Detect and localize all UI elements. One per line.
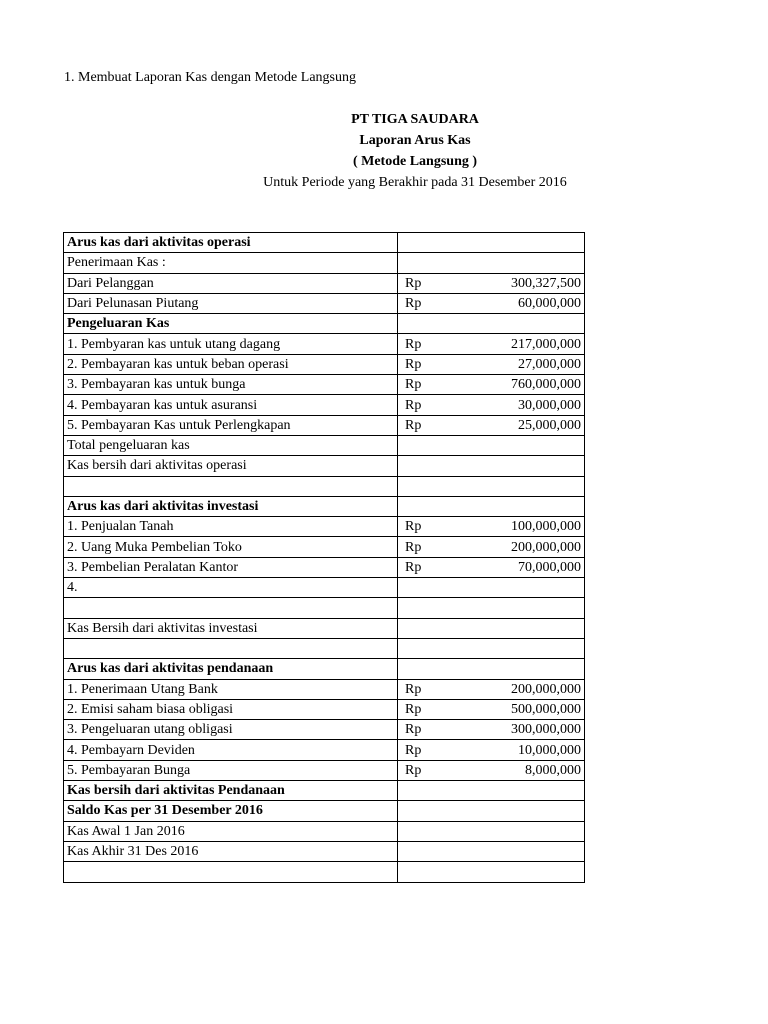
row-label: Penerimaan Kas : — [64, 253, 398, 273]
currency-label: Rp — [405, 519, 422, 535]
table-row — [64, 740, 585, 760]
row-amount — [398, 314, 585, 334]
amount-value: 760,000,000 — [511, 377, 581, 393]
row-amount — [398, 720, 585, 740]
table-row — [64, 760, 585, 780]
table-row — [64, 781, 585, 801]
table-row — [64, 476, 585, 496]
row-amount — [398, 841, 585, 861]
table-row — [64, 841, 585, 861]
table-row — [64, 618, 585, 638]
row-amount — [398, 334, 585, 354]
table-row — [64, 354, 585, 374]
amount-value: 300,327,500 — [511, 275, 581, 291]
row-label: Saldo Kas per 31 Desember 2016 — [64, 801, 398, 821]
row-label: Pengeluaran Kas — [64, 314, 398, 334]
row-amount — [398, 618, 585, 638]
table-row — [64, 415, 585, 435]
row-amount — [398, 435, 585, 455]
table-row — [64, 801, 585, 821]
amount-value: 217,000,000 — [511, 336, 581, 352]
table-row — [64, 720, 585, 740]
amount-value: 30,000,000 — [518, 397, 581, 413]
row-amount — [398, 760, 585, 780]
row-amount — [398, 781, 585, 801]
currency-label: Rp — [405, 681, 422, 697]
row-amount — [398, 476, 585, 496]
row-label: 4. Pembayarn Deviden — [64, 740, 398, 760]
row-label — [64, 638, 398, 658]
currency-label: Rp — [405, 377, 422, 393]
currency-label: Rp — [405, 356, 422, 372]
row-amount — [398, 293, 585, 313]
row-label — [64, 476, 398, 496]
row-amount — [398, 456, 585, 476]
currency-label: Rp — [405, 296, 422, 312]
row-label: Kas Bersih dari aktivitas investasi — [64, 618, 398, 638]
row-amount — [398, 862, 585, 882]
row-amount — [398, 638, 585, 658]
report-method: ( Metode Langsung ) — [352, 154, 478, 169]
table-row — [64, 375, 585, 395]
row-amount — [398, 659, 585, 679]
table-row — [64, 638, 585, 658]
row-label: Kas bersih dari aktivitas operasi — [64, 456, 398, 476]
row-label: 5. Pembayaran Bunga — [64, 760, 398, 780]
currency-label: Rp — [405, 275, 422, 291]
table-row — [64, 456, 585, 476]
row-label — [64, 862, 398, 882]
table-row — [64, 334, 585, 354]
row-label: Dari Pelunasan Piutang — [64, 293, 398, 313]
row-label: Kas Awal 1 Jan 2016 — [64, 821, 398, 841]
table-row — [64, 273, 585, 293]
currency-label: Rp — [405, 539, 422, 555]
amount-value: 25,000,000 — [518, 417, 581, 433]
row-label: Kas bersih dari aktivitas Pendanaan — [64, 781, 398, 801]
table-row — [64, 699, 585, 719]
row-label: 3. Pembayaran kas untuk bunga — [64, 375, 398, 395]
row-amount — [398, 740, 585, 760]
row-amount — [398, 537, 585, 557]
amount-value: 300,000,000 — [511, 722, 581, 738]
currency-label: Rp — [405, 722, 422, 738]
amount-value: 200,000,000 — [511, 539, 581, 555]
row-amount — [398, 821, 585, 841]
currency-label: Rp — [405, 559, 422, 575]
amount-value: 100,000,000 — [511, 519, 581, 535]
table-row — [64, 537, 585, 557]
row-label: 1. Penerimaan Utang Bank — [64, 679, 398, 699]
row-amount — [398, 273, 585, 293]
currency-label: Rp — [405, 397, 422, 413]
table-row — [64, 314, 585, 334]
table-row — [64, 293, 585, 313]
amount-value: 27,000,000 — [518, 356, 581, 372]
row-amount — [398, 354, 585, 374]
row-label: 4. Pembayaran kas untuk asuransi — [64, 395, 398, 415]
table-row — [64, 598, 585, 618]
row-label: Arus kas dari aktivitas pendanaan — [64, 659, 398, 679]
currency-label: Rp — [405, 701, 422, 717]
row-label: Dari Pelanggan — [64, 273, 398, 293]
table-row — [64, 821, 585, 841]
row-amount — [398, 578, 585, 598]
row-amount — [398, 801, 585, 821]
table-row — [64, 253, 585, 273]
row-amount — [398, 557, 585, 577]
currency-label: Rp — [405, 742, 422, 758]
row-label: 5. Pembayaran Kas untuk Perlengkapan — [64, 415, 398, 435]
amount-value: 60,000,000 — [518, 296, 581, 312]
table-row — [64, 395, 585, 415]
row-label: 1. Pembyaran kas untuk utang dagang — [64, 334, 398, 354]
currency-label: Rp — [405, 762, 422, 778]
table-row — [64, 578, 585, 598]
row-label: 2. Uang Muka Pembelian Toko — [64, 537, 398, 557]
report-title: Laporan Arus Kas — [359, 133, 471, 148]
row-label: 2. Emisi saham biasa obligasi — [64, 699, 398, 719]
row-label: 2. Pembayaran kas untuk beban operasi — [64, 354, 398, 374]
row-label: 1. Penjualan Tanah — [64, 517, 398, 537]
row-amount — [398, 233, 585, 253]
cash-flow-table — [63, 232, 585, 883]
row-amount — [398, 679, 585, 699]
row-amount — [398, 699, 585, 719]
currency-label: Rp — [405, 417, 422, 433]
amount-value: 200,000,000 — [511, 681, 581, 697]
company-name: PT TIGA SAUDARA — [351, 112, 479, 127]
table-row — [64, 557, 585, 577]
table-row — [64, 679, 585, 699]
row-label: Kas Akhir 31 Des 2016 — [64, 841, 398, 861]
row-amount — [398, 395, 585, 415]
row-amount — [398, 375, 585, 395]
row-amount — [398, 598, 585, 618]
table-row — [64, 659, 585, 679]
row-label: 3. Pengeluaran utang obligasi — [64, 720, 398, 740]
table-row — [64, 435, 585, 455]
currency-label: Rp — [405, 336, 422, 352]
table-row — [64, 496, 585, 516]
row-label: Arus kas dari aktivitas operasi — [64, 233, 398, 253]
report-period: Untuk Periode yang Berakhir pada 31 Desember 2016 — [263, 175, 567, 190]
row-label: Total pengeluaran kas — [64, 435, 398, 455]
cash-flow-table-body — [64, 233, 585, 883]
amount-value: 8,000,000 — [525, 762, 581, 778]
row-amount — [398, 253, 585, 273]
amount-value: 500,000,000 — [511, 701, 581, 717]
row-amount — [398, 415, 585, 435]
row-label: 4. — [64, 578, 398, 598]
table-row — [64, 233, 585, 253]
row-label: Arus kas dari aktivitas investasi — [64, 496, 398, 516]
amount-value: 10,000,000 — [518, 742, 581, 758]
row-amount — [398, 517, 585, 537]
row-label — [64, 598, 398, 618]
table-row — [64, 517, 585, 537]
document-heading: 1. Membuat Laporan Kas dengan Metode Langsung — [64, 70, 356, 85]
table-row — [64, 862, 585, 882]
amount-value: 70,000,000 — [518, 559, 581, 575]
row-amount — [398, 496, 585, 516]
row-label: 3. Pembelian Peralatan Kantor — [64, 557, 398, 577]
